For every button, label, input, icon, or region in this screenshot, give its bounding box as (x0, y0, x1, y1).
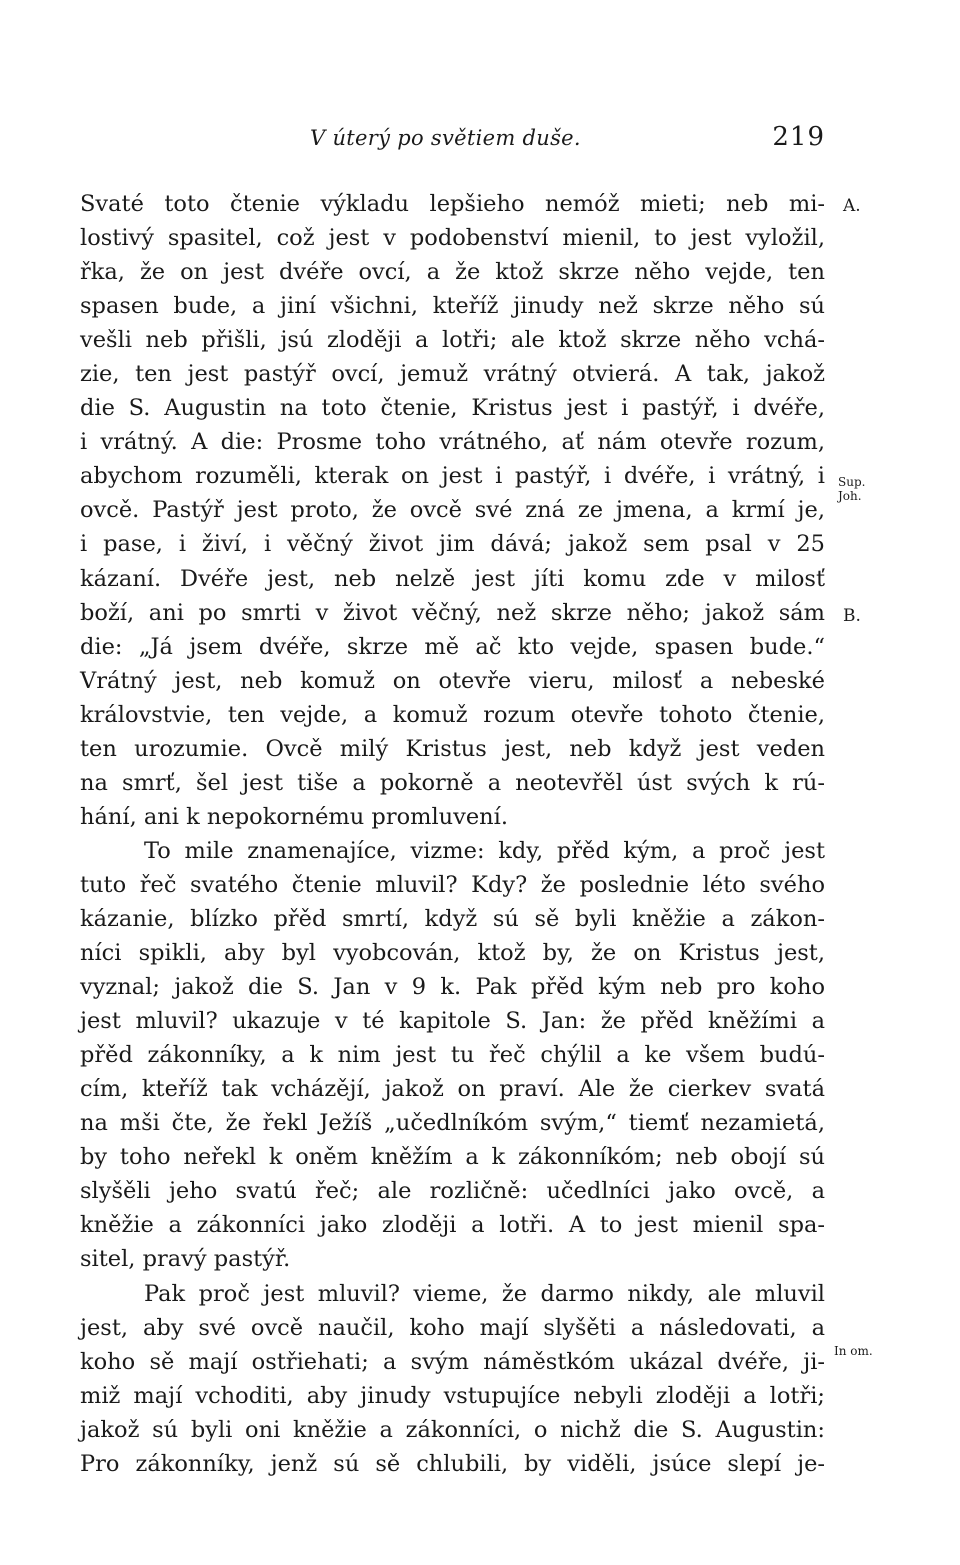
running-title: V úterý po světiem duše. (310, 126, 581, 150)
text-line: kněžie a zákonníci jako zloději a lotři. A to jest mienil spa- (80, 1212, 825, 1239)
text-line: tuto řeč svatého čtenie mluvil? Kdy? že poslednie léto svého (80, 871, 825, 898)
page-number: 219 (772, 122, 825, 152)
margin-note-sup-joh: Sup. Joh. (838, 475, 866, 503)
text-line: by toho neřekl k oněm kněžím a k zákonníkóm; neb obojí sú (80, 1144, 825, 1171)
body-text (80, 187, 825, 1481)
text-line: die S. Augustin na toto čtenie, Kristus jest i pastýř, i dvéře, (80, 395, 825, 422)
text-line: cím, kteříž tak vcházějí, jakož on praví. Ale že cierkev svatá (80, 1076, 825, 1103)
text-line: vyznal; jakož die S. Jan v 9 k. Pak přěd kým neb pro koho (80, 974, 825, 1001)
text-line: Vrátný jest, neb komuž on otevře vieru, milosť a nebeské (80, 667, 825, 694)
text-line: Svaté toto čtenie výkladu lepšieho nemóž mieti; neb mi- (80, 191, 825, 217)
text-line: na smrť, šel jest tiše a pokorně a neotevřěl úst svých k rú- (80, 769, 825, 796)
text-line: slyšěli jeho svatú řeč; ale rozličně: učedlníci jako ovcě, a (80, 1178, 825, 1205)
text-line: Pak proč jest mluvil? vieme, že darmo nikdy, ale mluvil (144, 1280, 825, 1307)
text-line: abychom rozuměli, kterak on jest i pastýř, i dvéře, i vrátný, i (80, 463, 825, 490)
text-line: jest, aby své ovcě naučil, koho mají slyšěti a následovati, a (80, 1314, 825, 1341)
text-line: přěd zákonníky, a k nim jest tu řeč chýlil a ke všem budú- (80, 1042, 825, 1069)
text-line: miž mají vchoditi, aby jinudy vstupujíce nebyli zloději a lotři; (80, 1382, 825, 1409)
text-line: spasen bude, a jiní všichni, kteříž jinudy než skrze něho sú (80, 293, 825, 320)
margin-note-a: A. (843, 196, 861, 216)
text-line: níci spikli, aby byl vyobcován, ktož by, že on Kristus jest, (80, 940, 825, 967)
text-line: kázaní. Dvéře jest, neb nelzě jest jíti komu zde v milosť (80, 565, 825, 592)
text-line: Pro zákonníky, jenž sú sě chlubili, by viděli, jsúce slepí je- (80, 1450, 825, 1477)
text-line: řka, že on jest dvéře ovcí, a že ktož skrze něho vejde, ten (80, 259, 825, 286)
text-line: královstvie, ten vejde, a komuž rozum otevře tohoto čtenie, (80, 701, 825, 728)
margin-note-b: B. (843, 606, 861, 626)
text-line: hání, ani k nepokornému promluvení. (80, 803, 509, 830)
text-line: na mši čte, že řekl Ježíš „učedlníkóm svým,“ tiemť nezamietá, (80, 1110, 825, 1137)
text-line: koho sě mají ostřiehati; a svým náměstkóm ukázal dvéře, ji- (80, 1348, 825, 1375)
margin-note-in-om: In om. (834, 1344, 873, 1358)
text-line: i pase, i živí, i věčný život jim dává; jakož sem psal v 25 (80, 531, 825, 558)
text-line: kázanie, blízko přěd smrtí, když sú sě byli kněžie a zákon- (80, 905, 825, 932)
page-header (80, 122, 825, 158)
text-line: die: „Já jsem dvéře, skrze mě ač kto vejde, spasen bude.“ (80, 633, 825, 660)
text-line: ovcě. Pastýř jest proto, že ovcě své zná ze jmena, a krmí je, (80, 497, 825, 524)
text-line: To mile znamenajíce, vizme: kdy, přěd kým, a proč jest (144, 837, 825, 864)
text-line: boží, ani po smrti v život věčný, než skrze něho; jakož sám (80, 599, 825, 626)
text-line: sitel, pravý pastýř. (80, 1246, 291, 1273)
text-line: i vrátný. A die: Prosme toho vrátného, ať nám otevře rozum, (80, 429, 825, 456)
text-line: jakož sú byli oni kněžie a zákonníci, o nichž die S. Augustin: (80, 1416, 825, 1443)
text-line: ten urozumie. Ovcě milý Kristus jest, neb když jest veden (80, 735, 825, 762)
text-line: vešli neb přišli, jsú zloději a lotři; ale ktož skrze něho vchá- (80, 327, 825, 354)
text-line: lostivý spasitel, což jest v podobenství mienil, to jest vyložil, (80, 225, 825, 252)
text-line: jest mluvil? ukazuje v té kapitole S. Jan: že přěd kněžími a (80, 1008, 825, 1035)
text-line: zie, ten jest pastýř ovcí, jemuž vrátný otvierá. A tak, jakož (80, 361, 825, 388)
